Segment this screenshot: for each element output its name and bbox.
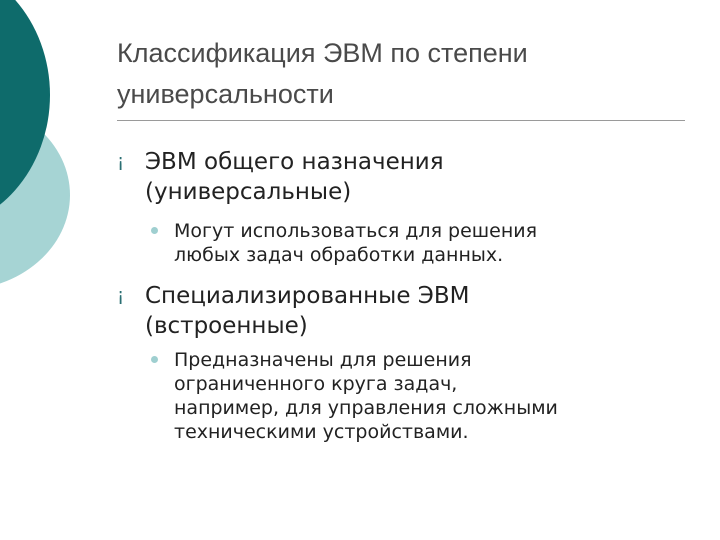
sub-item-general-purpose (174, 219, 537, 267)
sub-1-line-2: любых задач обработки данных. (174, 244, 504, 266)
bullet-item-general-purpose (145, 147, 444, 207)
sub-2-line-3: например, для управления сложными (174, 397, 558, 419)
title-line-1: Классификация ЭВМ по степени (117, 38, 528, 68)
sub-bullet-marker-2 (151, 356, 158, 363)
sub-bullet-marker-1 (151, 227, 158, 234)
bullet-marker-1: ¡ (117, 151, 125, 172)
sub-item-specialized (174, 348, 558, 444)
sub-2-line-2: ограниченного круга задач, (174, 373, 458, 395)
sub-1-line-1: Могут использоваться для решения (174, 220, 538, 242)
sub-2-line-4: техническими устройствами. (174, 421, 469, 443)
bullet-1-line-1: ЭВМ общего назначения (145, 149, 444, 175)
bullet-marker-2: ¡ (117, 285, 125, 306)
bullet-2-line-2: (встроенные) (145, 313, 308, 339)
sub-2-line-1: Предназначены для решения (174, 349, 472, 371)
bullet-item-specialized (145, 281, 469, 341)
bullet-1-line-2: (универсальные) (145, 179, 352, 205)
bullet-2-line-1: Специализированные ЭВМ (145, 283, 470, 309)
title-line-2: универсальности (117, 79, 334, 109)
